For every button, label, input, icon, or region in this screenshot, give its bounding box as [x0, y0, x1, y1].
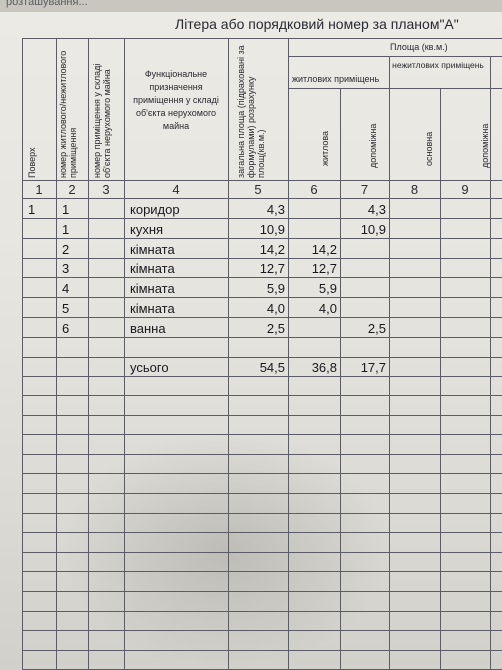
row-rule [22, 473, 502, 474]
row-rule [22, 238, 502, 239]
living-header: житлова [320, 130, 330, 166]
row-rule [22, 532, 502, 533]
cell-total: 4,0 [266, 301, 285, 316]
rule [288, 56, 502, 57]
cell-living: 14,2 [311, 242, 337, 257]
row-rule [22, 258, 502, 259]
rule [22, 38, 23, 670]
cell-aux: 10,9 [360, 222, 386, 237]
cell-total: 5,9 [266, 281, 285, 296]
cell-name: кімната [130, 242, 175, 257]
rule [440, 88, 441, 670]
aux-header: допоміжна [368, 123, 378, 168]
cell-total: 12,7 [259, 261, 285, 276]
total-header: загальна площа (підраховані за формулами) розрахунку площ(кв.м.) [236, 45, 266, 178]
cell-living: 5,9 [318, 281, 337, 296]
row-rule [22, 337, 502, 338]
main-header: основна [424, 131, 434, 166]
col-number: 5 [254, 182, 262, 197]
cell-total: 10,9 [259, 222, 285, 237]
rule [22, 38, 502, 39]
col-number: 6 [310, 182, 318, 197]
row-rule [22, 434, 502, 435]
row-rule [22, 454, 502, 455]
rule [88, 38, 89, 670]
cell-name: ванна [130, 321, 166, 336]
cell-name: коридор [130, 202, 180, 217]
col-number: 1 [35, 182, 43, 197]
col-number: 4 [172, 182, 180, 197]
total-living: 36,8 [311, 360, 337, 375]
row-rule [22, 277, 502, 278]
row-rule [22, 630, 502, 631]
total-label: усього [130, 360, 169, 375]
row-rule [22, 218, 502, 219]
row-rule [22, 591, 502, 592]
cell-name: кімната [130, 281, 175, 296]
cell-living: 4,0 [318, 301, 337, 316]
cell-no: 2 [62, 242, 70, 257]
row-rule [22, 650, 502, 651]
row-rule [22, 357, 502, 358]
plan-title: Літера або порядковий номер за планом"А" [175, 16, 459, 32]
total-area: 54,5 [259, 360, 285, 375]
cell-name: кухня [130, 222, 164, 237]
row-rule [22, 493, 502, 494]
area-group-label: Площа (кв.м.) [390, 42, 448, 52]
cell-no: 1 [62, 202, 70, 217]
aux2-header: допоміжна [480, 123, 490, 168]
col-number: 8 [410, 182, 419, 197]
floor-header: Поверх [27, 147, 37, 178]
rule [56, 38, 57, 670]
cell-floor: 1 [28, 202, 36, 217]
rule [22, 198, 502, 199]
top-fragment: розташування... [6, 0, 88, 8]
cell-no: 5 [62, 301, 70, 316]
row-rule [22, 571, 502, 572]
rule [228, 38, 229, 670]
cell-living: 12,7 [311, 261, 337, 276]
cell-aux: 2,5 [367, 321, 386, 336]
residential-group-label: житлових приміщень [292, 74, 380, 84]
cell-total: 2,5 [266, 321, 285, 336]
col-number: 2 [68, 182, 76, 197]
total-aux: 17,7 [360, 360, 386, 375]
rule [340, 88, 341, 670]
row-rule [22, 513, 502, 514]
part-no-header: номер приміщення у складі об'єкта нерухомого майна [92, 63, 112, 178]
cell-no: 6 [62, 321, 70, 336]
room-no-header: номер житлового/нежитлового приміщення [58, 50, 78, 178]
row-rule [22, 611, 502, 612]
cell-no: 3 [62, 261, 70, 276]
cell-no: 4 [62, 281, 70, 296]
cell-aux: 4,3 [367, 202, 386, 217]
col-number: 9 [461, 182, 469, 197]
col-number: 7 [360, 182, 369, 197]
row-rule [22, 552, 502, 553]
row-rule [22, 415, 502, 416]
rule [288, 38, 289, 670]
nonresidential-group-label: нежитлових приміщень [392, 60, 484, 70]
col-number: 3 [102, 182, 110, 197]
row-rule [22, 297, 502, 298]
rule [22, 180, 502, 181]
rule [490, 56, 491, 670]
function-header: Функціональне призначення приміщення у складі об'єкта нерухомого майна [133, 69, 219, 131]
top-strip [0, 0, 502, 12]
rule [389, 56, 390, 670]
row-rule [22, 317, 502, 318]
rule [124, 38, 125, 670]
rule [288, 88, 502, 89]
cell-name: кімната [130, 301, 175, 316]
cell-no: 1 [62, 222, 70, 237]
row-rule [22, 395, 502, 396]
cell-total: 14,2 [259, 242, 285, 257]
row-rule [22, 376, 502, 377]
cell-name: кімната [130, 261, 175, 276]
cell-total: 4,3 [266, 202, 285, 217]
